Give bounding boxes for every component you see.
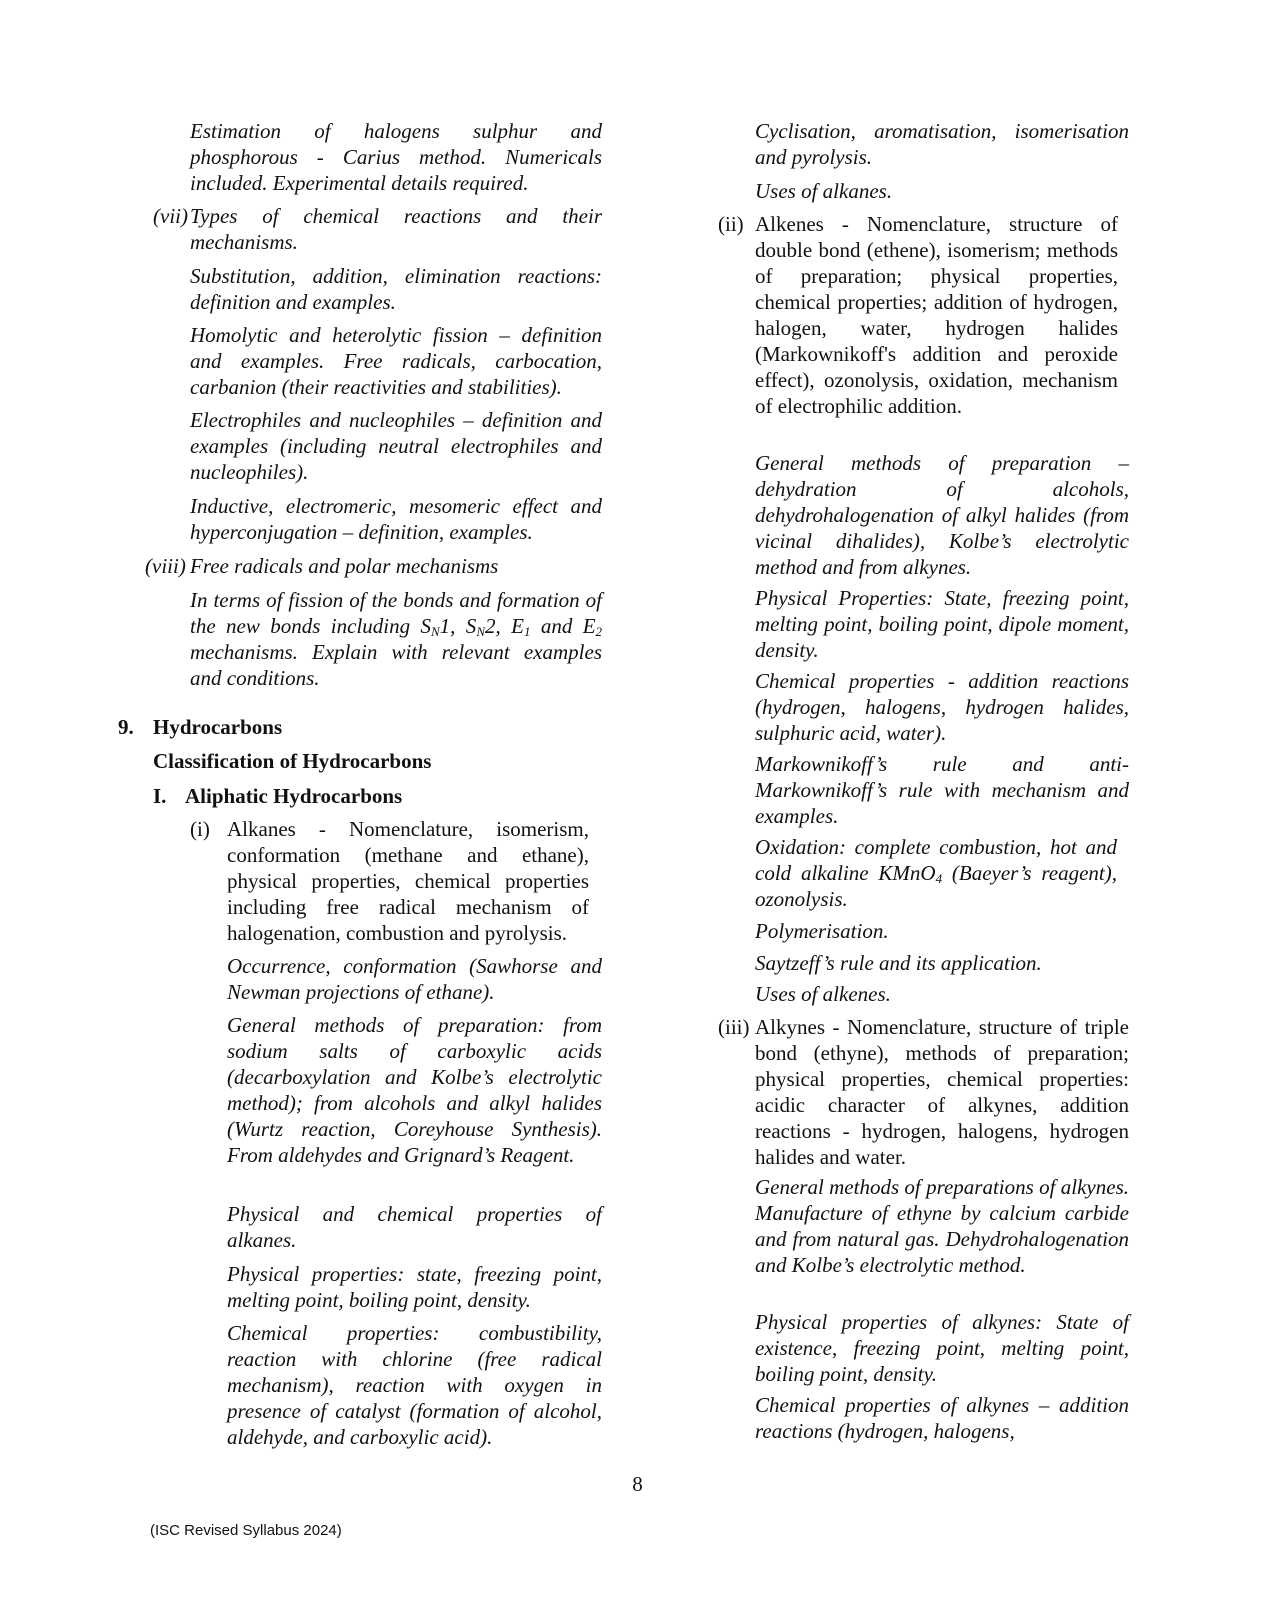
item-iii-paragraph-2: Physical properties of alkynes: State of existence, freezing point, melting point, boiling point, density. [755,1310,1129,1386]
item-viii-title: Free radicals and polar mechanisms [190,554,499,578]
item-i-paragraph-1: Occurrence, conformation (Sawhorse and Newman projections of ethane). [227,954,602,1004]
viii-text-b: 1, S [439,614,477,638]
item-vii-paragraph-1: Substitution, addition, elimination reactions: definition and examples. [190,264,602,314]
viii-sub-3: 1 [523,624,531,639]
item-ii-paragraph-1: General methods of preparation – dehydration of alcohols, dehydrohalogenation of alkyl halides (from vicinal dihalides), Kolbe’s electrolytic method and from alkynes. [755,451,1129,579]
alkanes-continued-paragraph-1: Cyclisation, aromatisation, isomerisation and pyrolysis. [755,119,1129,169]
item-vii-paragraph-4: Inductive, electromeric, mesomeric effect and hyperconjugation – definition, examples. [190,494,602,544]
viii-text-c: 2, E [484,614,524,638]
item-ii-paragraph-4: Markownikoff’s rule and anti-Markownikoff’s rule with mechanism and examples. [755,752,1129,828]
item-ii-text: Alkenes - Nomenclature, structure of double bond (ethene), isomerism; methods of preparation; physical properties, chemical properties; addition of hydrogen, halogen, water, hydrogen halides (Markownikoff's addition and peroxide effect), ozonolysis, oxidation, mechanism of electrophilic addition. [755,212,1118,418]
item-iii-paragraph-3: Chemical properties of alkynes – addition reactions (hydrogen, halogens, [755,1393,1129,1443]
item-i-paragraph-3: Physical and chemical properties of alkanes. [227,1202,602,1252]
item-i-paragraph-4: Physical properties: state, freezing point, melting point, boiling point, density. [227,1262,602,1312]
oxidation-text-b: (Baeyer’s reagent), ozonolysis. [755,861,1117,911]
alkanes-continued-paragraph-2: Uses of alkanes. [755,179,893,203]
item-ii-paragraph-5 [755,834,1117,912]
item-i-label: (i) [190,817,210,841]
item-viii-paragraph-1 [190,587,602,691]
item-viii-label: (viii) [145,554,186,578]
oxidation-sub: 4 [935,871,943,886]
classification-heading: Classification of Hydrocarbons [153,749,432,773]
item-ii-paragraph-7: Saytzeff’s rule and its application. [755,951,1042,975]
item-i-paragraph-2: General methods of preparation: from sodium salts of carboxylic acids (decarboxylation and Kolbe’s electrolytic method); from alcohols and alkyl halides (Wurtz reaction, Coreyhouse Synthesis). From aldehydes and Grignard’s Reagent. [227,1013,602,1167]
item-ii-paragraph-2: Physical Properties: State, freezing point, melting point, boiling point, dipole moment, density. [755,586,1129,662]
viii-text-e: mechanisms. Explain with relevant examples and conditions. [190,640,602,690]
item-vii-label: (vii) [153,204,188,228]
viii-sub-1: N [431,624,440,639]
item-i-text: Alkanes - Nomenclature, isomerism, conformation (methane and ethane), physical properties, chemical properties including free radical mechanism of halogenation, combustion and pyrolysis. [227,817,589,945]
aliphatic-heading: Aliphatic Hydrocarbons [185,784,403,808]
section-9-number: 9. [118,715,134,739]
item-iii-label: (iii) [718,1015,750,1039]
viii-sub-4: 2 [595,624,603,639]
viii-text-d: and E [530,614,596,638]
estimation-paragraph: Estimation of halogens sulphur and phosphorous - Carius method. Numericals included. Experimental details required. [190,119,602,195]
aliphatic-number: I. [153,784,167,808]
item-ii-label: (ii) [718,212,744,236]
oxidation-text-a: Oxidation: complete combustion, hot and cold alkaline KMnO [755,835,1117,885]
item-vii-paragraph-2: Homolytic and heterolytic fission – definition and examples. Free radicals, carbocation, carbanion (their reactivities and stabilities). [190,323,602,399]
item-ii-paragraph-6: Polymerisation. [755,919,889,943]
viii-sub-2: N [476,624,485,639]
section-9-title: Hydrocarbons [153,715,283,739]
item-vii-paragraph-3: Electrophiles and nucleophiles – definition and examples (including neutral electrophiles and nucleophiles). [190,408,602,484]
item-i-paragraph-5: Chemical properties: combustibility, reaction with chlorine (free radical mechanism), reaction with oxygen in presence of catalyst (formation of alcohol, aldehyde, and carboxylic acid). [227,1321,602,1449]
item-ii-paragraph-8: Uses of alkenes. [755,982,891,1006]
viii-text-a: In terms of fission of the bonds and formation of the new bonds including S [190,588,602,638]
page-number: 8 [632,1472,643,1496]
item-iii-text: Alkynes - Nomenclature, structure of triple bond (ethyne), methods of preparation; physical properties, chemical properties: acidic character of alkynes, addition reactions - hydrogen, halogens, hydrogen halides and water. [755,1015,1129,1169]
item-ii-paragraph-3: Chemical properties - addition reactions (hydrogen, halogens, hydrogen halides, sulphuric acid, water). [755,669,1129,745]
footer-note: (ISC Revised Syllabus 2024) [150,1522,342,1539]
item-iii-paragraph-1: General methods of preparations of alkynes. Manufacture of ethyne by calcium carbide and from natural gas. Dehydrohalogenation and Kolbe’s electrolytic method. [755,1175,1129,1277]
item-vii-title: Types of chemical reactions and their mechanisms. [190,204,602,254]
